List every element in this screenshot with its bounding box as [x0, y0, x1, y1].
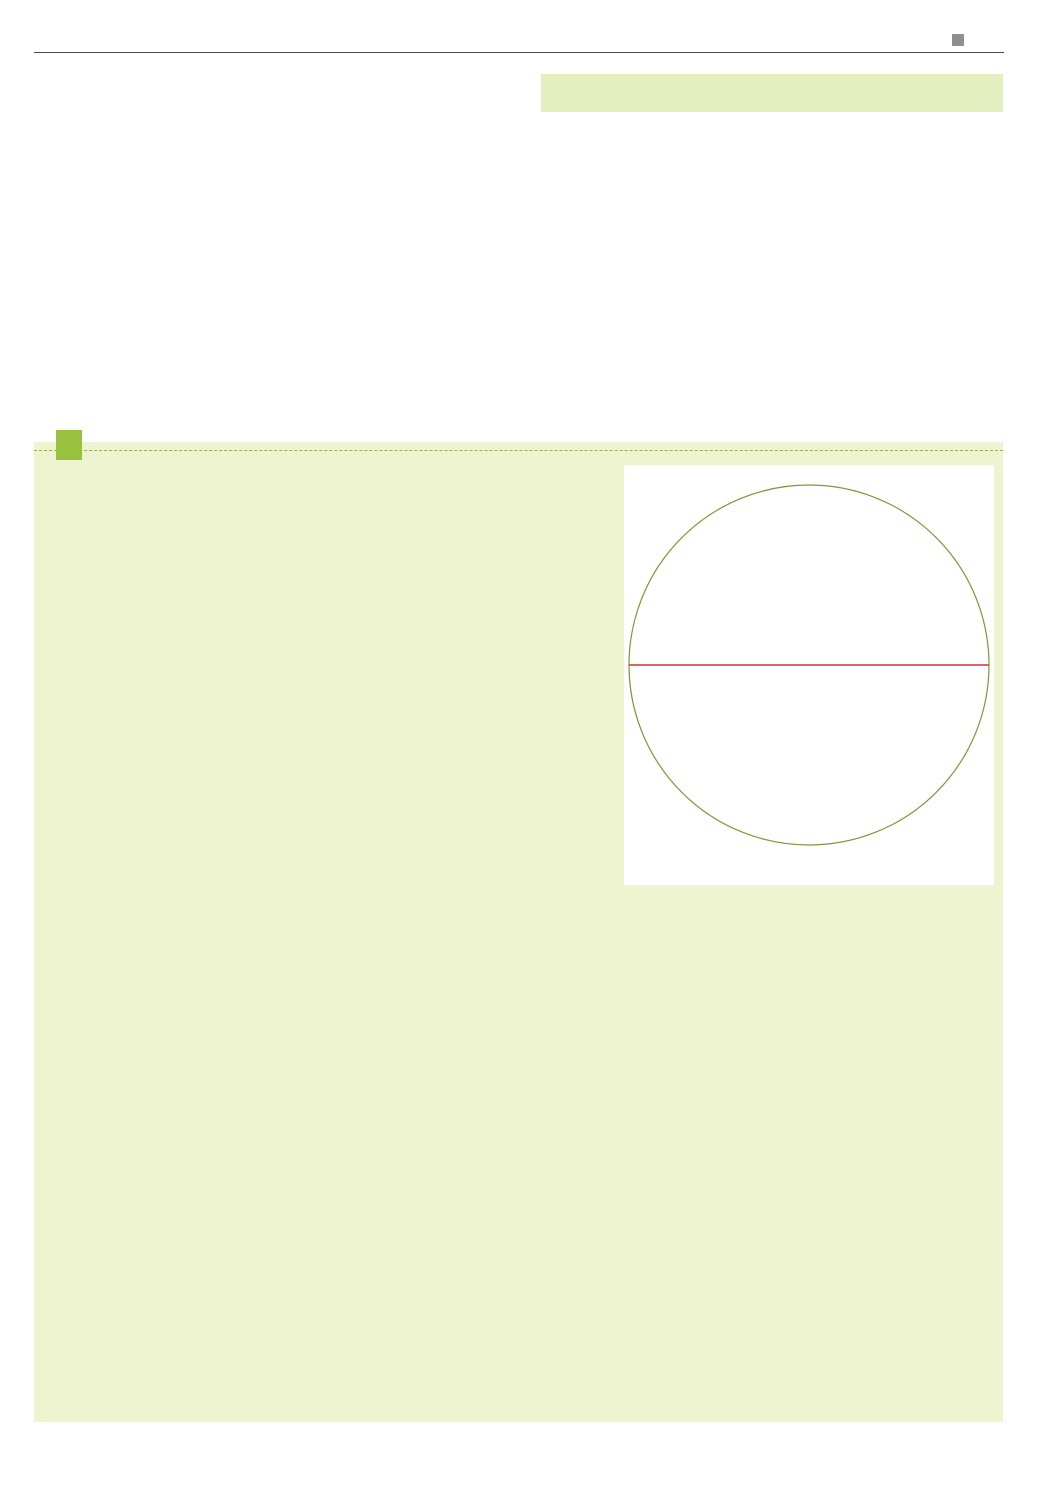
- box-left-text: [44, 498, 614, 506]
- section-heading: [541, 74, 1003, 112]
- right-column: [541, 74, 1003, 130]
- running-header: [34, 26, 1004, 53]
- pi-info-box: [34, 442, 1003, 1422]
- box-marker-icon: [56, 430, 82, 460]
- pi-circle-svg: [624, 465, 994, 885]
- pi-digits-figure: [624, 465, 994, 885]
- header-square-icon: [952, 34, 964, 46]
- box-divider: [34, 450, 1003, 451]
